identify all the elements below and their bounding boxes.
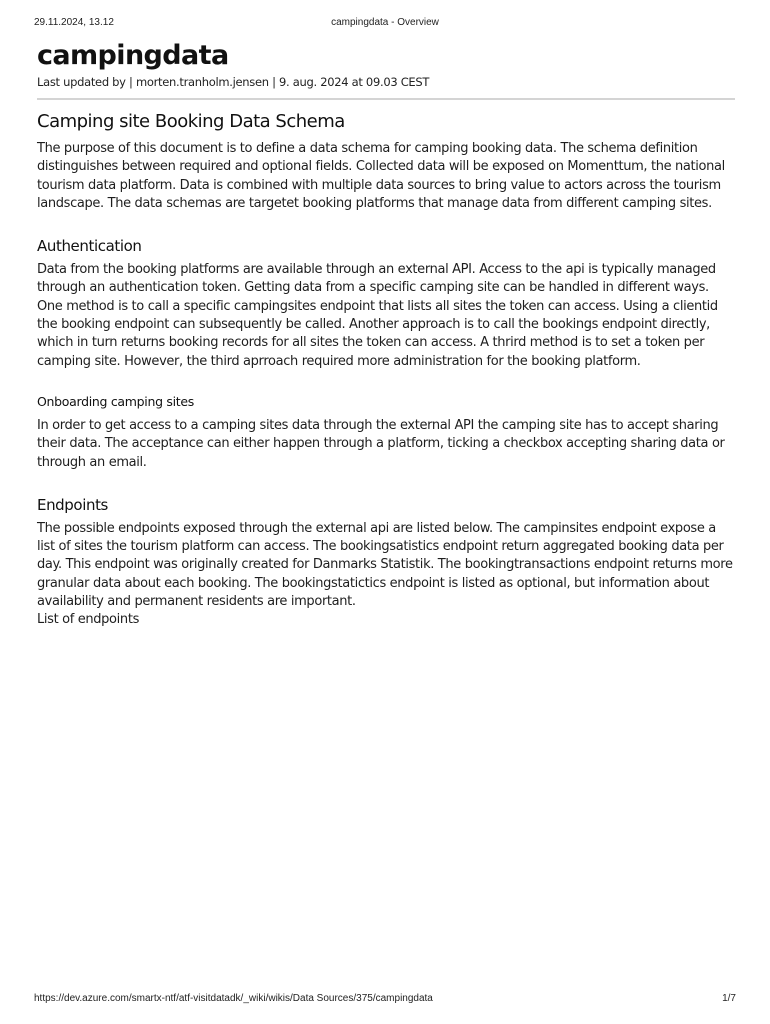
- page-number: 1/7: [722, 993, 736, 1004]
- authentication-paragraph: Data from the booking platforms are available through an external API. Access to the api is typically managed through an authentication token. Getting data from a specific camping site can be handled in different ways. One method is to call a specific campingsites endpoint that lists all sites the token can access. Using a clientid the booking endpoint can subsequently be called. Another approach is to call the bookings endpoint directly, which in turn returns booking records for all sites the token can access. A thrird method is to set a token per camping site. However, the third aprroach required more administration for the booking platform.: [37, 262, 718, 369]
- authentication-heading: Authentication: [37, 237, 142, 256]
- onboarding-paragraph: In order to get access to a camping sites data through the external API the camping site has to accept sharing their data. The acceptance can either happen through a platform, ticking a checkbox accepting sharing data or through an email.: [37, 417, 725, 470]
- print-header: [34, 17, 736, 31]
- last-updated-info: Last updated by | morten.tranholm.jensen | 9. aug. 2024 at 09.03 CEST: [37, 74, 735, 100]
- print-url: https://dev.azure.com/smartx-ntf/atf-visitdatadk/_wiki/wikis/Data Sources/375/campingdata: [34, 993, 433, 1004]
- endpoints-paragraph: The possible endpoints exposed through the external api are listed below. The campinsites endpoint expose a list of sites the tourism platform can access. The bookingsatistics endpoint return aggregated booking data per day. This endpoint was originally created for Danmarks Statistik. The bookingtransactions endpoint returns more granular data about each booking. The bookingstatictics endpoint is listed as optional, but information about availability and permanent residents are important.: [37, 520, 733, 610]
- endpoints-heading: Endpoints: [37, 495, 108, 514]
- page-title: campingdata: [37, 40, 229, 71]
- wiki-page-content: [37, 38, 735, 630]
- onboarding-heading: Onboarding camping sites: [37, 393, 194, 409]
- print-footer: [34, 993, 736, 1007]
- endpoints-list-label: List of endpoints: [37, 612, 139, 628]
- print-datetime: 29.11.2024, 13.12: [34, 17, 114, 28]
- intro-paragraph: The purpose of this document is to define a data schema for camping booking data. The schema definition distinguishes between required and optional fields. Collected data will be exposed on Momenttum, the national tourism data platform. Data is combined with multiple data sources to bring value to actors across the tourism landscape. The data schemas are targetet booking platforms that manage data from different camping sites.: [37, 141, 725, 211]
- print-page-title: campingdata - Overview: [331, 17, 439, 28]
- document-title: Camping site Booking Data Schema: [37, 111, 345, 132]
